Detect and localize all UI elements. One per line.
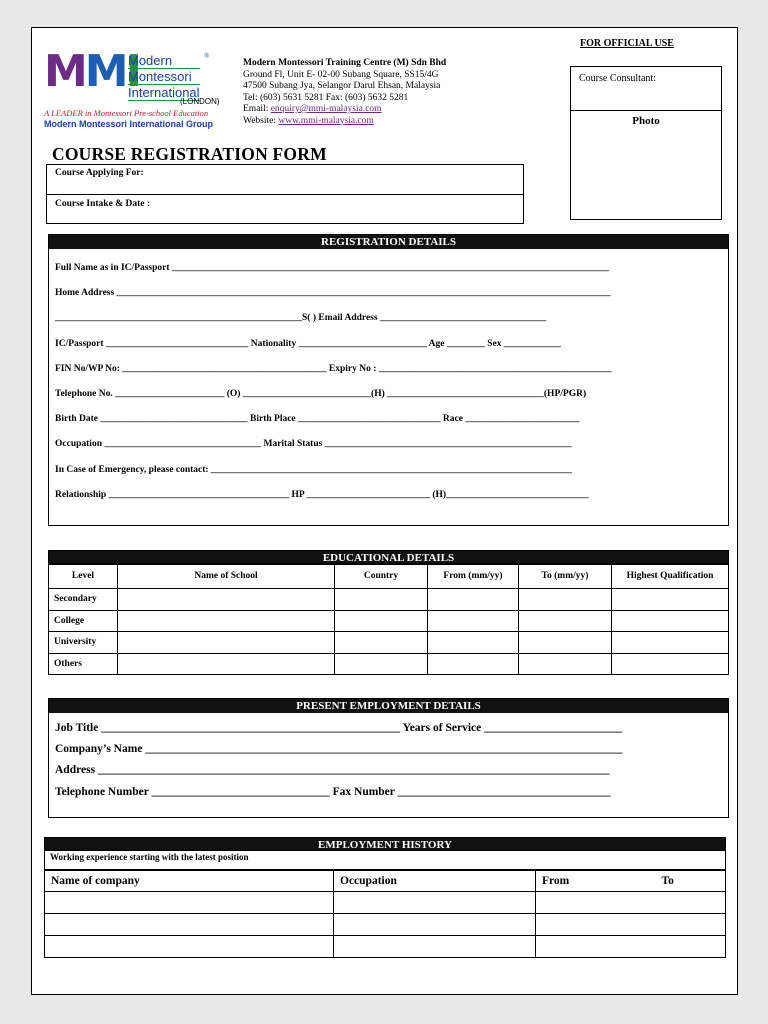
logo-tagline: A LEADER in Montessori Pre-school Education — [44, 108, 209, 118]
course-box — [46, 164, 524, 224]
company-email-link[interactable]: enquiry@mmi-malaysia.com — [270, 104, 382, 114]
logo-line-modern: Modern — [128, 54, 200, 69]
table-cell[interactable] — [519, 653, 612, 675]
company-name: Modern Montessori Training Centre (M) Sdn Bhd — [243, 58, 447, 68]
table-cell[interactable] — [519, 632, 612, 654]
table-cell[interactable] — [428, 653, 519, 675]
website-label: Website: — [243, 115, 279, 126]
table-cell[interactable] — [536, 892, 726, 914]
education-header-row — [49, 565, 729, 589]
occupation-marital-field[interactable]: Occupation _________________________________ Marital Status ____________________________________________________ — [55, 439, 572, 450]
mmi-logo — [44, 46, 234, 130]
col-from: From (mm/yy) — [428, 565, 519, 589]
col-level: Level — [49, 565, 118, 589]
table-cell[interactable] — [536, 936, 726, 958]
educational-details-heading: EDUCATIONAL DETAILS — [48, 550, 729, 564]
col-company: Name of company — [45, 871, 334, 892]
present-employment-section — [48, 698, 729, 818]
col-school: Name of School — [118, 565, 335, 589]
table-row — [49, 632, 729, 654]
birth-race-field[interactable]: Birth Date _______________________________ Birth Place ______________________________ Race ________________________ — [55, 414, 580, 425]
col-qualification: Highest Qualification — [612, 565, 729, 589]
table-cell[interactable] — [334, 914, 536, 936]
row-label-college: College — [49, 610, 118, 632]
table-cell[interactable] — [519, 589, 612, 611]
table-row — [45, 892, 726, 914]
registration-details-section — [48, 234, 729, 526]
table-cell[interactable] — [335, 610, 428, 632]
table-cell[interactable] — [334, 936, 536, 958]
employment-history-table — [44, 870, 726, 958]
emergency-contact-field[interactable]: In Case of Emergency, please contact: ____________________________________________________________________________ — [55, 464, 572, 475]
table-cell[interactable] — [334, 892, 536, 914]
course-applying-field[interactable]: Course Applying For: — [47, 165, 523, 195]
table-cell[interactable] — [519, 610, 612, 632]
table-cell[interactable] — [612, 610, 729, 632]
company-address-line1: Ground Fl, Unit E- 02-00 Subang Square, SS15/4G — [243, 69, 439, 80]
logo-london: (LONDON) — [180, 97, 220, 106]
table-cell[interactable] — [612, 589, 729, 611]
course-intake-field[interactable]: Course Intake & Date : — [55, 199, 150, 209]
registered-mark: ® — [204, 52, 210, 60]
table-cell[interactable] — [45, 914, 334, 936]
table-cell[interactable] — [45, 892, 334, 914]
row-label-university: University — [49, 632, 118, 654]
company-address-line2: 47500 Subang Jya, Selangor Darul Ehsan, Malaysia — [243, 81, 441, 91]
fin-expiry-field[interactable]: FIN No/WP No: ___________________________________________ Expiry No : _________________________________________________ — [55, 363, 612, 374]
registration-details-heading: REGISTRATION DETAILS — [49, 235, 728, 249]
col-from: From — [536, 871, 656, 892]
full-name-field[interactable]: Full Name as in IC/Passport ____________________________________________________________________________________________ — [55, 263, 609, 273]
table-row — [49, 653, 729, 675]
table-cell[interactable] — [118, 632, 335, 654]
table-cell[interactable] — [612, 653, 729, 675]
educational-details-section — [48, 550, 729, 675]
table-cell[interactable] — [428, 589, 519, 611]
employment-history-section — [44, 837, 726, 958]
company-website-link[interactable]: www.mmi-malaysia.com — [278, 115, 374, 126]
company-website-row — [243, 116, 446, 128]
company-phone: Tel: (603) 5631 5281 Fax: (603) 5632 5281 — [243, 92, 409, 103]
table-row — [49, 589, 729, 611]
col-occupation: Occupation — [334, 871, 536, 892]
company-email-row — [243, 104, 446, 116]
ic-nationality-age-sex-field[interactable]: IC/Passport ______________________________ Nationality ___________________________ Age ________ Sex ____________ — [55, 338, 561, 349]
company-info — [243, 58, 446, 127]
history-header-row — [45, 871, 726, 892]
table-cell[interactable] — [335, 589, 428, 611]
col-country: Country — [335, 565, 428, 589]
table-cell[interactable] — [536, 914, 726, 936]
table-row — [45, 914, 726, 936]
row-label-others: Others — [49, 653, 118, 675]
table-cell[interactable] — [118, 589, 335, 611]
form-title: COURSE REGISTRATION FORM — [52, 144, 327, 164]
telephone-fax-field[interactable]: Telephone Number _______________________________ Fax Number _____________________________________ — [55, 785, 611, 798]
mmi-logo-mark: MMI — [44, 46, 139, 97]
col-to: To — [656, 871, 726, 892]
table-cell[interactable] — [335, 632, 428, 654]
table-row — [45, 936, 726, 958]
table-cell[interactable] — [118, 653, 335, 675]
table-row — [49, 610, 729, 632]
company-address-field[interactable]: Address _________________________________________________________________________________________ — [55, 764, 610, 777]
table-cell[interactable] — [118, 610, 335, 632]
table-cell[interactable] — [612, 632, 729, 654]
table-cell[interactable] — [45, 936, 334, 958]
official-use-label: FOR OFFICIAL USE — [580, 38, 674, 49]
present-employment-heading: PRESENT EMPLOYMENT DETAILS — [49, 699, 728, 713]
registration-form-page — [31, 27, 738, 995]
photo-area[interactable]: Photo — [632, 115, 660, 127]
logo-line-international: International — [128, 85, 200, 100]
address-email-field[interactable]: ____________________________________________________S( ) Email Address ___________________________________ — [55, 313, 547, 324]
course-consultant-field[interactable]: Course Consultant: — [571, 67, 721, 111]
home-address-field[interactable]: Home Address ________________________________________________________________________________________________________ — [55, 288, 611, 299]
table-cell[interactable] — [428, 632, 519, 654]
education-table — [48, 564, 729, 675]
logo-line-montessori: Montessori — [128, 70, 200, 85]
email-label: Email: — [243, 104, 271, 114]
col-to: To (mm/yy) — [519, 565, 612, 589]
table-cell[interactable] — [335, 653, 428, 675]
logo-wordmark — [128, 54, 200, 102]
company-name-field[interactable]: Company’s Name ___________________________________________________________________________________ — [55, 743, 623, 756]
row-label-secondary: Secondary — [49, 589, 118, 611]
employment-history-heading: EMPLOYMENT HISTORY — [44, 837, 726, 851]
job-title-field[interactable]: Job Title ____________________________________________________ Years of Service ________________________ — [55, 722, 623, 734]
telephone-field[interactable]: Telephone No. _______________________ (O) ___________________________(H) _________________________________(HP/PGR) — [55, 388, 587, 399]
relationship-field[interactable]: Relationship ______________________________________ HP __________________________ (H)______________________________ — [55, 489, 589, 500]
table-cell[interactable] — [428, 610, 519, 632]
employment-history-subheading: Working experience starting with the latest position — [44, 851, 726, 870]
consultant-photo-box — [570, 66, 722, 220]
logo-group-name: Modern Montessori International Group — [44, 119, 214, 129]
